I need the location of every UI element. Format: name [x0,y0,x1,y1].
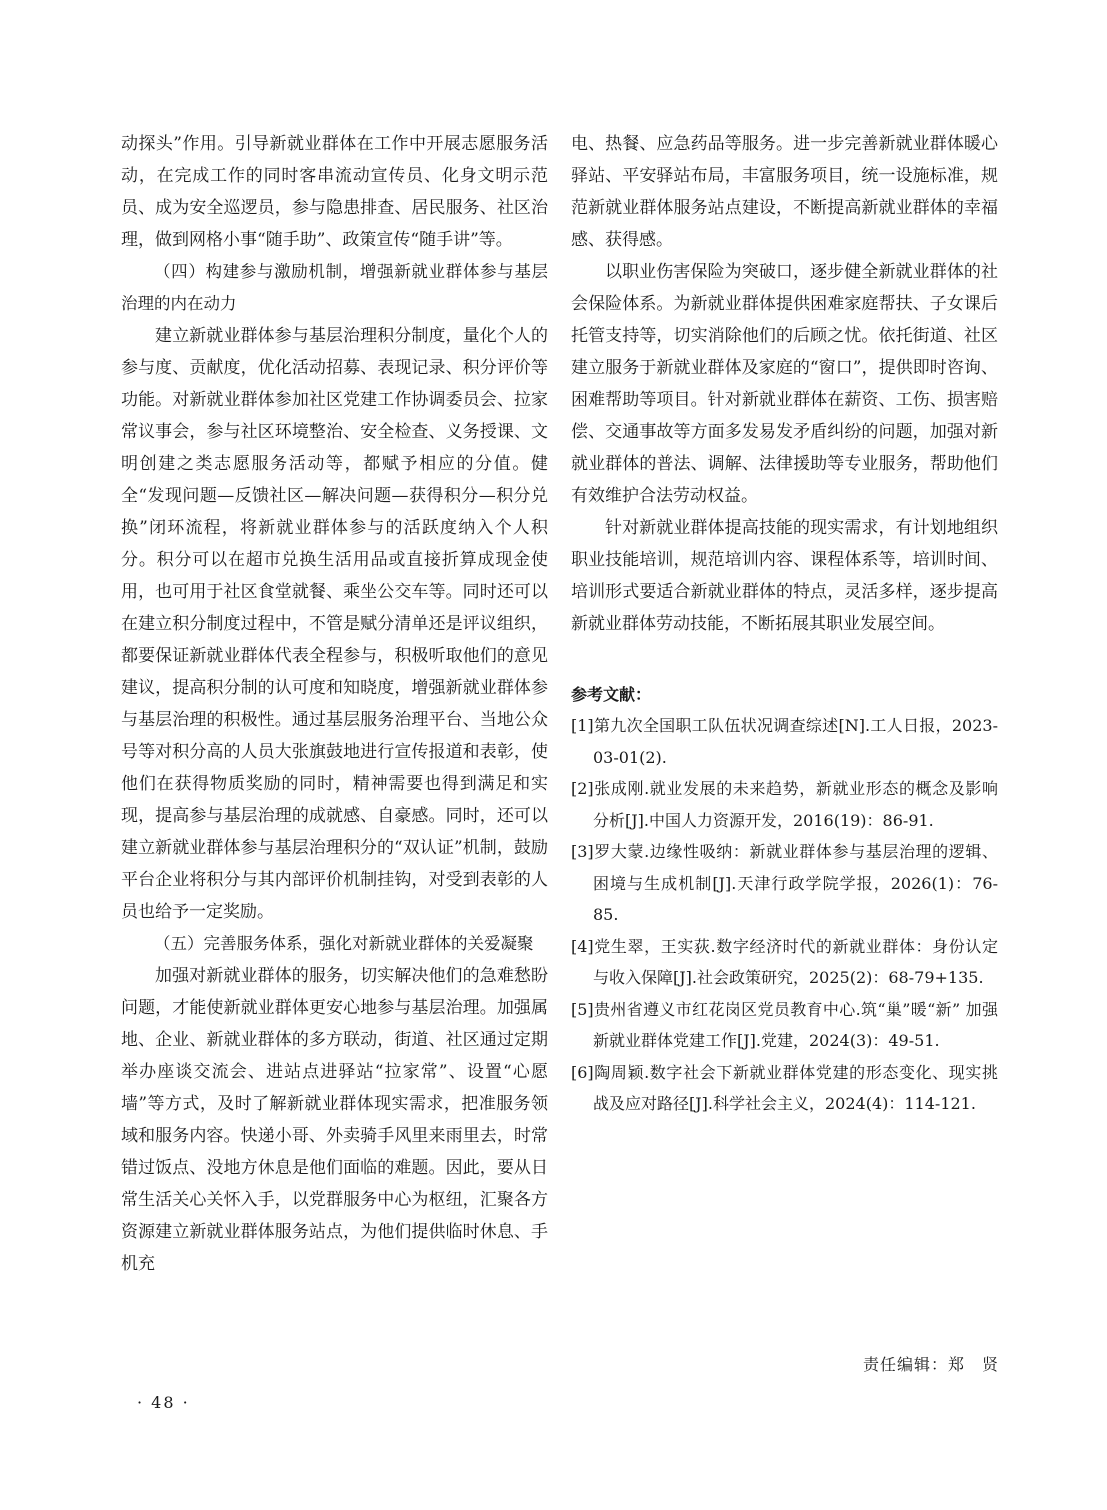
left-column [121,128,548,1280]
body-paragraph: 电、热餐、应急药品等服务。进一步完善新就业群体暖心驿站、平安驿站布局，丰富服务项目，统一设施标准，规范新就业群体服务站点建设，不断提高新就业群体的幸福感、获得感。 [571,134,998,250]
reference-item: [4]党生翠，王实荻.数字经济时代的新就业群体：身份认定与收入保障[J].社会政策研究，2025(2)：68-79+135. [571,936,998,987]
reference-item: [1]第九次全国职工队伍状况调查综述[N].工人日报，2023-03-01(2). [571,716,998,767]
body-paragraph: 建立新就业群体参与基层治理积分制度，量化个人的参与度、贡献度，优化活动招募、表现记录、积分评价等功能。对新就业群体参加社区党建工作协调委员会、拉家常议事会，参与社区环境整治、安全检查、义务授课、文明创建之类志愿服务活动等，都赋予相应的分值。健全“发现问题—反馈社区—解决问题—获得积分—积分兑换”闭环流程，将新就业群体参与的活跃度纳入个人积分。积分可以在超市兑换生活用品或直接折算成现金使用，也可用于社区食堂就餐、乘坐公交车等。同时还可以在建立积分制度过程中，不管是赋分清单还是评议组织，都要保证新就业群体代表全程参与，积极听取他们的意见建议，提高积分制的认可度和知晓度，增强新就业群体参与基层治理的积极性。通过基层服务治理平台、当地公众号等对积分高的人员大张旗鼓地进行宣传报道和表彰，使他们在获得物质奖励的同时，精神需要也得到满足和实现，提高参与基层治理的成就感、自豪感。同时，还可以建立新就业群体参与基层治理积分的“双认证”机制，鼓励平台企业将积分与其内部评价机制挂钩，对受到表彰的人员也给予一定奖励。 [121,326,548,922]
references-heading: 参考文献： [571,685,652,704]
right-column [571,128,998,1120]
body-paragraph: 针对新就业群体提高技能的现实需求，有计划地组织职业技能培训，规范培训内容、课程体系等，培训时间、培训形式要适合新就业群体的特点，灵活多样，逐步提高新就业群体劳动技能，不断拓展其职业发展空间。 [571,518,998,634]
body-paragraph: 加强对新就业群体的服务，切实解决他们的急难愁盼问题，才能使新就业群体更安心地参与基层治理。加强属地、企业、新就业群体的多方联动，街道、社区通过定期举办座谈交流会、进站点进驿站“拉家常”、设置“心愿墙”等方式，及时了解新就业群体现实需求，把准服务领域和服务内容。快递小哥、外卖骑手风里来雨里去，时常错过饭点、没地方休息是他们面临的难题。因此，要从日常生活关心关怀入手，以党群服务中心为枢纽，汇聚各方资源建立新就业群体服务站点，为他们提供临时休息、手机充 [121,966,548,1274]
body-paragraph: 以职业伤害保险为突破口，逐步健全新就业群体的社会保险体系。为新就业群体提供困难家庭帮扶、子女课后托管支持等，切实消除他们的后顾之忧。依托街道、社区建立服务于新就业群体及家庭的“窗口”，提供即时咨询、困难帮助等项目。针对新就业群体在薪资、工伤、损害赔偿、交通事故等方面多发易发矛盾纠纷的问题，加强对新就业群体的普法、调解、法律援助等专业服务，帮助他们有效维护合法劳动权益。 [571,262,998,506]
page-number: · 48 · [137,1393,190,1412]
reference-item: [6]陶周颖.数字社会下新就业群体党建的形态变化、现实挑战及应对路径[J].科学社会主义，2024(4)：114-121. [571,1062,998,1113]
reference-item: [3]罗大蒙.边缘性吸纳：新就业群体参与基层治理的逻辑、困境与生成机制[J].天津行政学院学报，2026(1)：76-85. [571,842,998,924]
reference-item: [2]张成刚.就业发展的未来趋势，新就业形态的概念及影响分析[J].中国人力资源开发，2016(19)：86-91. [571,779,998,830]
section-heading-5: （五）完善服务体系，强化对新就业群体的关爱凝聚 [154,934,534,953]
section-heading-4: （四）构建参与激励机制，增强新就业群体参与基层治理的内在动力 [121,262,548,313]
body-paragraph: 动探头”作用。引导新就业群体在工作中开展志愿服务活动，在完成工作的同时客串流动宣传员、化身文明示范员、成为安全巡逻员，参与隐患排查、居民服务、社区治理，做到网格小事“随手助”、政策宣传“随手讲”等。 [121,134,548,250]
reference-item: [5]贵州省遵义市红花岗区党员教育中心.筑“巢”暖“新” 加强新就业群体党建工作[J].党建，2024(3)：49-51. [571,999,998,1050]
responsible-editor: 责任编辑：郑 贤 [862,1355,999,1374]
references-list [571,710,998,1120]
